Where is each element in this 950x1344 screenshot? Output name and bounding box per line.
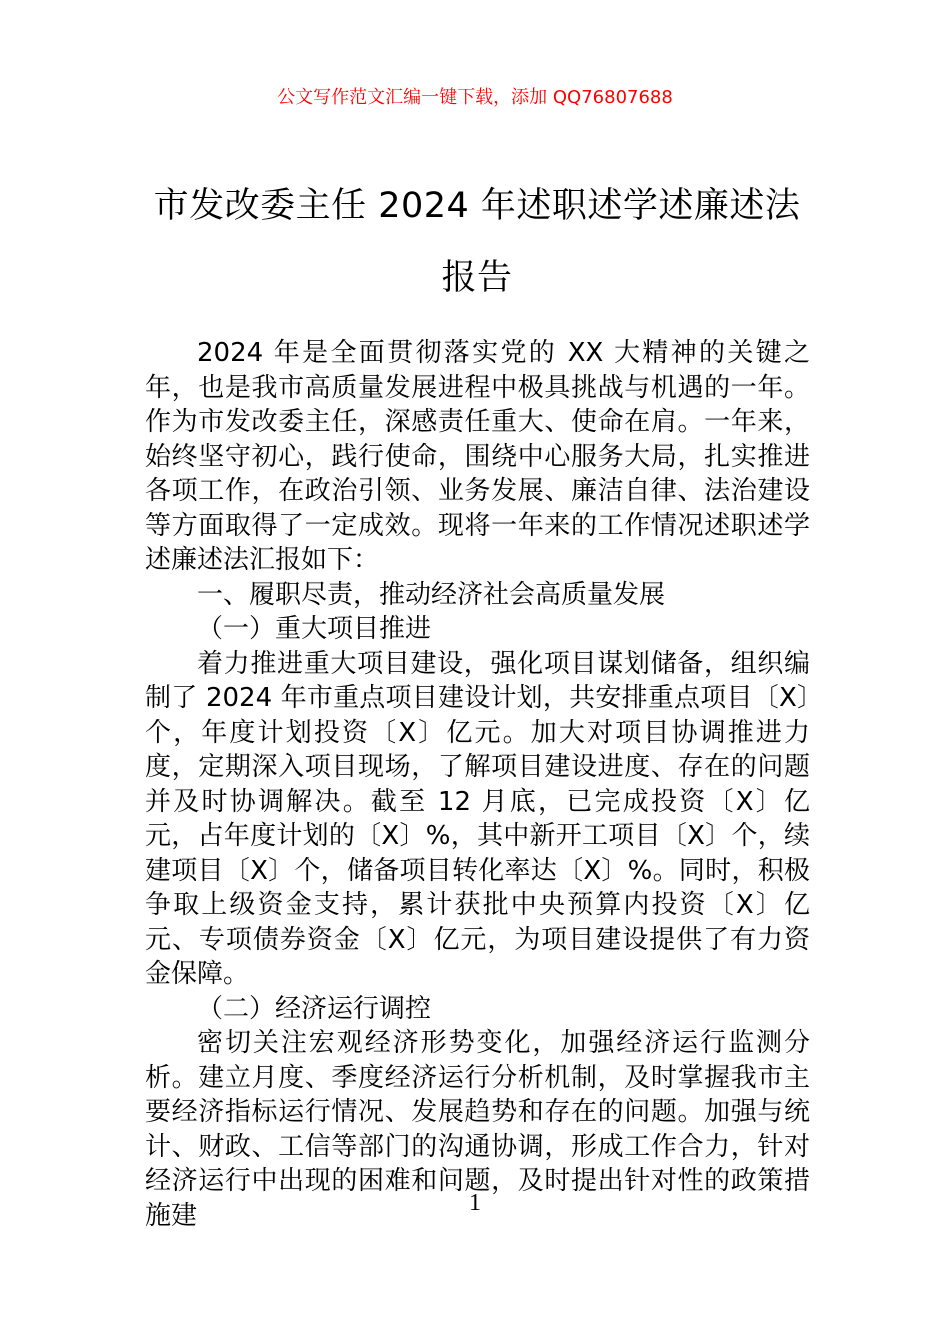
intro-paragraph: 2024 年是全面贯彻落实党的 XX 大精神的关键之年，也是我市高质量发展进程中极具挑战与机遇的一年。作为市发改委主任，深感责任重大、使命在肩。一年来，始终坚守初心，践行使命，围绕中心服务大局，扎实推进各项工作，在政治引领、业务发展、廉洁自律、法治建设等方面取得了一定成效。现将一年来的工作情况述职述学述廉述法汇报如下：: [145, 338, 810, 575]
paragraph-economic-regulation: 密切关注宏观经济形势变化，加强经济运行监测分析。建立月度、季度经济运行分析机制，及时掌握我市主要经济指标运行情况、发展趋势和存在的问题。加强与统计、财政、工信等部门的沟通协调，形成工作合力，针对经济运行中出现的困难和问题，及时提出针对性的政策措施建: [145, 1028, 810, 1231]
page-number: 1: [469, 1190, 481, 1216]
document-title: 市发改委主任 2024 年述职述学述廉述法报告: [153, 186, 801, 298]
subsection-heading-2: （二）经济运行调控: [197, 993, 432, 1024]
subsection-heading-1: （一）重大项目推进: [197, 614, 432, 644]
section-heading-1: 一、履职尽责，推动经济社会高质量发展: [197, 579, 666, 610]
document-body: [145, 336, 810, 1233]
paragraph-major-projects: 着力推进重大项目建设，强化项目谋划储备，组织编制了 2024 年市重点项目建设计划，共安排重点项目〔X〕个，年度计划投资〔X〕亿元。加大对项目协调推进力度，定期深入项目现场，了解项目建设进度、存在的问题并及时协调解决。截至 12 月底，已完成投资〔X〕亿元，占年度计划的〔X〕%，其中新开工项目〔X〕个，续建项目〔X〕个，储备项目转化率达〔X〕%。同时，积极争取上级资金支持，累计获批中央预算内投资〔X〕亿元、专项债券资金〔X〕亿元，为项目建设提供了有力资金保障。: [145, 648, 810, 989]
download-banner: 公文写作范文汇编一键下载，添加 QQ76807688: [277, 87, 673, 108]
